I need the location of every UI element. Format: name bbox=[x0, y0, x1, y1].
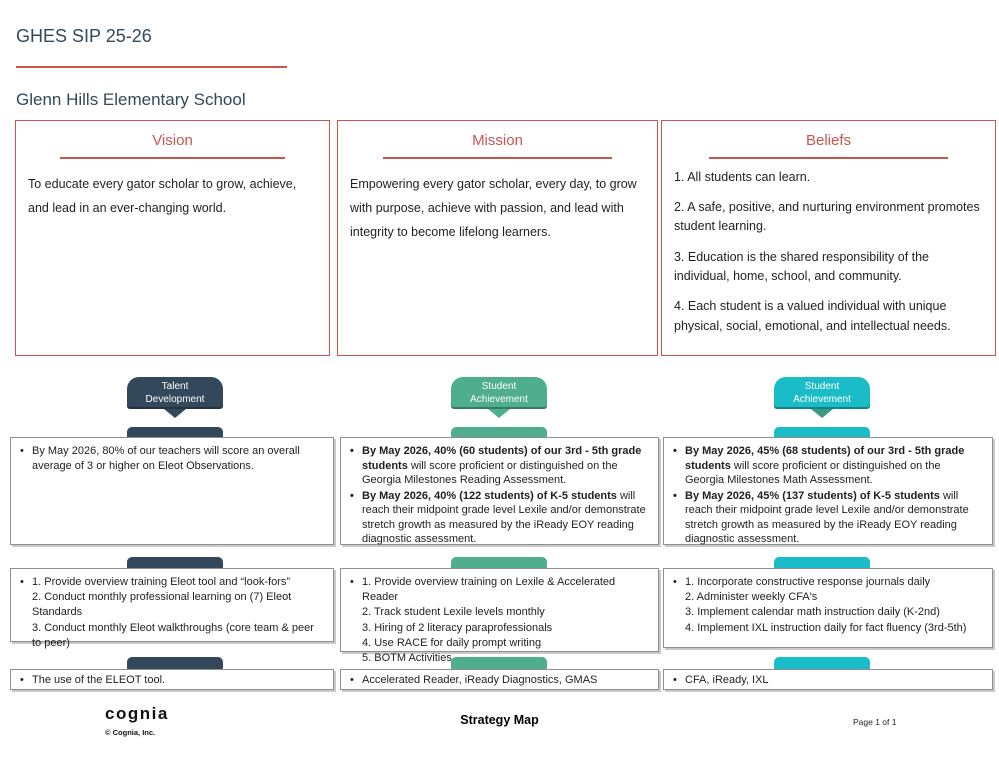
down-arrow-icon bbox=[164, 409, 186, 418]
tab-label-line: Achievement bbox=[470, 394, 528, 405]
initiative-line: 2. Track student Lexile levels monthly bbox=[362, 606, 545, 619]
initiative-list bbox=[672, 575, 982, 636]
tab-talent-development bbox=[127, 377, 223, 409]
measure-text: • CFA, iReady, IXL bbox=[672, 673, 982, 688]
tab-student-achievement-math bbox=[774, 377, 870, 409]
objectives-box-math bbox=[663, 437, 993, 545]
initiative-line: • 1. Incorporate constructive response journals daily bbox=[685, 576, 931, 588]
initiative-line: 4. Use RACE for daily prompt writing bbox=[362, 636, 542, 649]
document-footer-title: Strategy Map bbox=[460, 713, 539, 727]
page-number: Page 1 of 1 bbox=[853, 717, 897, 727]
measures-box-talent bbox=[10, 669, 334, 690]
school-name: Glenn Hills Elementary School bbox=[16, 90, 246, 109]
initiative-line: 3. Hiring of 2 literacy paraprofessionals bbox=[362, 621, 553, 634]
objectives-box-reading bbox=[340, 437, 659, 545]
objective-item: • By May 2026, 45% (137 students) of K-5 students will reach their midpoint grade level Lexile and/or demonstrate stretch growth as measured by the iReady EOY reading diagnostic assessment. bbox=[672, 489, 982, 547]
initiatives-box-math bbox=[663, 568, 993, 648]
mission-title: Mission bbox=[472, 132, 523, 149]
vision-box bbox=[15, 120, 330, 356]
measure-text: • Accelerated Reader, iReady Diagnostics, GMAS bbox=[349, 673, 648, 688]
measure-text: • The use of the ELEOT tool. bbox=[19, 673, 323, 688]
objective-item: • By May 2026, 45% (68 students) of our 3rd - 5th grade students will score proficient or distinguished on the Georgia Milestones Math Assessment. bbox=[672, 444, 982, 488]
tab-label-line: Talent bbox=[161, 381, 189, 392]
copyright-text: © Cognia, Inc. bbox=[105, 728, 156, 737]
beliefs-title: Beliefs bbox=[805, 132, 852, 149]
mission-text: Empowering every gator scholar, every day, to grow with purpose, achieve with passion, and lead with integrity to become lifelong learners. bbox=[350, 176, 637, 240]
objective-item: • By May 2026, 40% (122 students) of K-5 students will reach their midpoint grade level Lexile and/or demonstrate stretch growth as measured by the iReady EOY reading diagnostic assessment. bbox=[349, 489, 648, 547]
objectives-box-talent bbox=[10, 437, 334, 545]
initiatives-box-reading bbox=[340, 568, 659, 664]
mission-box bbox=[337, 120, 658, 356]
belief-item: 3. Education is the shared responsibility of the individual, home, school, and community. bbox=[674, 249, 930, 283]
objective-item: • By May 2026, 40% (60 students) of our 3rd - 5th grade students will score proficient or distinguished on the Georgia Milestones Reading Assessment. bbox=[349, 444, 648, 488]
initiative-line: 3. Conduct monthly Eleot walkthroughs (core team & peer to peer) bbox=[32, 621, 314, 649]
initiative-line: 3. Implement calendar math instruction daily (K-2nd) bbox=[685, 606, 940, 619]
down-arrow-icon bbox=[811, 409, 833, 418]
initiative-list bbox=[19, 575, 323, 651]
belief-item: 1. All students can learn. bbox=[674, 169, 811, 184]
measures-box-reading bbox=[340, 669, 659, 690]
initiative-line: 4. Implement IXL instruction daily for fact fluency (3rd-5th) bbox=[685, 621, 967, 634]
beliefs-box bbox=[661, 120, 996, 356]
tab-label-line: Achievement bbox=[793, 394, 851, 405]
initiative-line: • 1. Provide overview training on Lexile & Accelerated Reader bbox=[362, 576, 616, 604]
objective-item: • By May 2026, 80% of our teachers will score an overall average of 3 or higher on Eleot Observations. bbox=[19, 444, 323, 473]
belief-item: 2. A safe, positive, and nurturing environment promotes student learning. bbox=[674, 199, 980, 234]
initiative-line: • 1. Provide overview training Eleot tool and “look-fors” bbox=[32, 576, 291, 588]
tab-label-line: Student bbox=[481, 381, 517, 392]
vision-text: To educate every gator scholar to grow, achieve, and lead in an ever-changing world. bbox=[28, 176, 297, 215]
measures-box-math bbox=[663, 669, 993, 690]
initiative-line: 2. Conduct monthly professional learning on (7) Eleot Standards bbox=[32, 591, 292, 619]
page-title: GHES SIP 25-26 bbox=[16, 26, 152, 46]
initiative-line: 2. Administer weekly CFA's bbox=[685, 591, 818, 604]
belief-item: 4. Each student is a valued individual with unique physical, social, emotional, and intellectual needs. bbox=[674, 299, 951, 333]
cognia-logo: cognia bbox=[105, 704, 169, 723]
tab-label-line: Development bbox=[145, 394, 205, 405]
initiative-line: 5. BOTM Activities bbox=[362, 651, 452, 664]
tab-student-achievement-reading bbox=[451, 377, 547, 409]
tab-label-line: Student bbox=[804, 381, 840, 392]
title-underline bbox=[16, 66, 287, 68]
down-arrow-icon bbox=[488, 409, 510, 418]
initiative-list bbox=[349, 575, 648, 666]
initiatives-box-talent bbox=[10, 568, 334, 649]
beliefs-list bbox=[662, 159, 995, 337]
vision-title: Vision bbox=[152, 132, 193, 149]
